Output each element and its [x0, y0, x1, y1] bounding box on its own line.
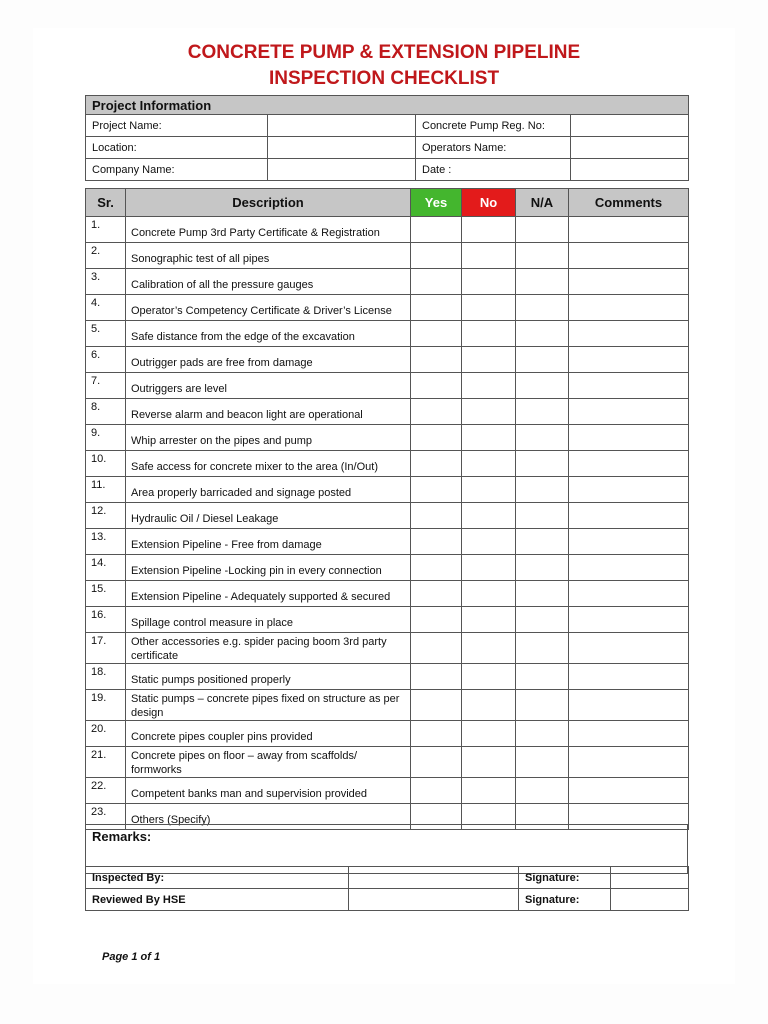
- row-na-cell[interactable]: [516, 778, 569, 804]
- location-field[interactable]: [268, 137, 416, 159]
- row-sr-number: 1.: [86, 217, 126, 243]
- inspection-checklist-table: [85, 188, 689, 830]
- row-description: Outriggers are level: [126, 373, 411, 399]
- row-na-cell[interactable]: [516, 321, 569, 347]
- row-description: Others (Specify): [126, 804, 411, 830]
- row-description: Sonographic test of all pipes: [126, 243, 411, 269]
- row-sr-number: 2.: [86, 243, 126, 269]
- header-no: No: [462, 189, 516, 217]
- row-description: Calibration of all the pressure gauges: [126, 269, 411, 295]
- row-sr-number: 3.: [86, 269, 126, 295]
- header-description: Description: [126, 189, 411, 217]
- project-information-table: [85, 95, 689, 181]
- row-description: Operator’s Competency Certificate & Driver’s License: [126, 295, 411, 321]
- row-na-cell[interactable]: [516, 373, 569, 399]
- row-comments-cell[interactable]: [569, 295, 689, 321]
- row-yes-cell[interactable]: [411, 425, 462, 451]
- checklist-row: [86, 503, 689, 529]
- row-na-cell[interactable]: [516, 581, 569, 607]
- row-description: Outrigger pads are free from damage: [126, 347, 411, 373]
- row-description: Concrete pipes coupler pins provided: [126, 721, 411, 747]
- row-sr-number: 22.: [86, 778, 126, 804]
- date-label: Date :: [416, 159, 571, 181]
- row-yes-cell[interactable]: [411, 778, 462, 804]
- row-comments-cell[interactable]: [569, 690, 689, 721]
- row-na-cell[interactable]: [516, 347, 569, 373]
- row-no-cell[interactable]: [462, 633, 516, 664]
- checklist-row: [86, 555, 689, 581]
- checklist-row: [86, 633, 689, 664]
- row-no-cell[interactable]: [462, 347, 516, 373]
- location-label: Location:: [86, 137, 268, 159]
- checklist-row: [86, 451, 689, 477]
- reviewed-by-field[interactable]: [349, 889, 519, 911]
- row-no-cell[interactable]: [462, 690, 516, 721]
- row-comments-cell[interactable]: [569, 633, 689, 664]
- row-no-cell[interactable]: [462, 529, 516, 555]
- row-description: Static pumps – concrete pipes fixed on structure as per design: [126, 690, 411, 721]
- row-no-cell[interactable]: [462, 451, 516, 477]
- checklist-row: [86, 747, 689, 778]
- row-na-cell[interactable]: [516, 477, 569, 503]
- row-na-cell[interactable]: [516, 529, 569, 555]
- row-na-cell[interactable]: [516, 721, 569, 747]
- row-na-cell[interactable]: [516, 503, 569, 529]
- row-na-cell[interactable]: [516, 633, 569, 664]
- row-yes-cell[interactable]: [411, 529, 462, 555]
- inspected-by-label: Inspected By:: [86, 867, 349, 889]
- row-description: Safe distance from the edge of the excavation: [126, 321, 411, 347]
- operators-name-label: Operators Name:: [416, 137, 571, 159]
- row-comments-cell[interactable]: [569, 664, 689, 690]
- row-sr-number: 6.: [86, 347, 126, 373]
- checklist-row: [86, 321, 689, 347]
- checklist-row: [86, 347, 689, 373]
- signoff-table: [85, 866, 689, 911]
- row-yes-cell[interactable]: [411, 664, 462, 690]
- row-description: Other accessories e.g. spider pacing boom 3rd party certificate: [126, 633, 411, 664]
- checklist-row: [86, 217, 689, 243]
- row-comments-cell[interactable]: [569, 373, 689, 399]
- row-sr-number: 7.: [86, 373, 126, 399]
- checklist-row: [86, 477, 689, 503]
- row-sr-number: 13.: [86, 529, 126, 555]
- row-yes-cell[interactable]: [411, 321, 462, 347]
- checklist-row: [86, 721, 689, 747]
- checklist-row: [86, 529, 689, 555]
- checklist-row: [86, 399, 689, 425]
- row-comments-cell[interactable]: [569, 347, 689, 373]
- company-name-field[interactable]: [268, 159, 416, 181]
- row-na-cell[interactable]: [516, 451, 569, 477]
- project-name-field[interactable]: [268, 115, 416, 137]
- row-yes-cell[interactable]: [411, 399, 462, 425]
- row-na-cell[interactable]: [516, 269, 569, 295]
- checklist-row: [86, 295, 689, 321]
- row-yes-cell[interactable]: [411, 217, 462, 243]
- row-no-cell[interactable]: [462, 373, 516, 399]
- checklist-row: [86, 425, 689, 451]
- row-sr-number: 18.: [86, 664, 126, 690]
- row-comments-cell[interactable]: [569, 721, 689, 747]
- row-comments-cell[interactable]: [569, 243, 689, 269]
- inspected-by-field[interactable]: [349, 867, 519, 889]
- row-yes-cell[interactable]: [411, 607, 462, 633]
- row-no-cell[interactable]: [462, 243, 516, 269]
- row-sr-number: 21.: [86, 747, 126, 778]
- company-name-label: Company Name:: [86, 159, 268, 181]
- row-yes-cell[interactable]: [411, 690, 462, 721]
- row-description: Extension Pipeline -Locking pin in every connection: [126, 555, 411, 581]
- row-sr-number: 23.: [86, 804, 126, 830]
- row-comments-cell[interactable]: [569, 778, 689, 804]
- row-no-cell[interactable]: [462, 425, 516, 451]
- header-yes: Yes: [411, 189, 462, 217]
- row-description: Area properly barricaded and signage posted: [126, 477, 411, 503]
- row-comments-cell[interactable]: [569, 269, 689, 295]
- document-title-line-2: INSPECTION CHECKLIST: [268, 68, 500, 89]
- row-yes-cell[interactable]: [411, 295, 462, 321]
- row-yes-cell[interactable]: [411, 581, 462, 607]
- row-description: Competent banks man and supervision provided: [126, 778, 411, 804]
- row-no-cell[interactable]: [462, 555, 516, 581]
- row-sr-number: 8.: [86, 399, 126, 425]
- row-na-cell[interactable]: [516, 399, 569, 425]
- row-sr-number: 9.: [86, 425, 126, 451]
- signature-field-1[interactable]: [611, 867, 689, 889]
- row-sr-number: 10.: [86, 451, 126, 477]
- row-sr-number: 19.: [86, 690, 126, 721]
- remarks-label: Remarks:: [92, 829, 152, 844]
- row-no-cell[interactable]: [462, 721, 516, 747]
- checklist-row: [86, 373, 689, 399]
- row-na-cell[interactable]: [516, 690, 569, 721]
- checklist-row: [86, 690, 689, 721]
- row-yes-cell[interactable]: [411, 721, 462, 747]
- checklist-row: [86, 778, 689, 804]
- row-na-cell[interactable]: [516, 243, 569, 269]
- row-comments-cell[interactable]: [569, 217, 689, 243]
- row-comments-cell[interactable]: [569, 529, 689, 555]
- row-sr-number: 12.: [86, 503, 126, 529]
- project-name-label: Project Name:: [86, 115, 268, 137]
- row-comments-cell[interactable]: [569, 477, 689, 503]
- signature-label-1: Signature:: [519, 867, 611, 889]
- row-na-cell[interactable]: [516, 425, 569, 451]
- signature-field-2[interactable]: [611, 889, 689, 911]
- row-comments-cell[interactable]: [569, 451, 689, 477]
- row-sr-number: 15.: [86, 581, 126, 607]
- row-no-cell[interactable]: [462, 217, 516, 243]
- checklist-row: [86, 664, 689, 690]
- operators-name-field[interactable]: [571, 137, 689, 159]
- row-no-cell[interactable]: [462, 747, 516, 778]
- row-comments-cell[interactable]: [569, 607, 689, 633]
- row-yes-cell[interactable]: [411, 555, 462, 581]
- date-field[interactable]: [571, 159, 689, 181]
- reviewed-by-label: Reviewed By HSE: [86, 889, 349, 911]
- document-title-line-1: CONCRETE PUMP & EXTENSION PIPELINE: [187, 42, 581, 63]
- row-yes-cell[interactable]: [411, 747, 462, 778]
- row-no-cell[interactable]: [462, 321, 516, 347]
- row-na-cell[interactable]: [516, 217, 569, 243]
- checklist-row: [86, 607, 689, 633]
- pump-reg-no-field[interactable]: [571, 115, 689, 137]
- row-description: Static pumps positioned properly: [126, 664, 411, 690]
- pump-reg-no-label: Concrete Pump Reg. No:: [416, 115, 571, 137]
- row-sr-number: 17.: [86, 633, 126, 664]
- row-na-cell[interactable]: [516, 664, 569, 690]
- row-yes-cell[interactable]: [411, 373, 462, 399]
- row-description: Whip arrester on the pipes and pump: [126, 425, 411, 451]
- row-description: Reverse alarm and beacon light are operational: [126, 399, 411, 425]
- row-no-cell[interactable]: [462, 503, 516, 529]
- row-na-cell[interactable]: [516, 555, 569, 581]
- row-yes-cell[interactable]: [411, 243, 462, 269]
- row-no-cell[interactable]: [462, 295, 516, 321]
- row-yes-cell[interactable]: [411, 451, 462, 477]
- row-description: Hydraulic Oil / Diesel Leakage: [126, 503, 411, 529]
- row-sr-number: 5.: [86, 321, 126, 347]
- row-sr-number: 4.: [86, 295, 126, 321]
- row-sr-number: 20.: [86, 721, 126, 747]
- row-na-cell[interactable]: [516, 747, 569, 778]
- row-yes-cell[interactable]: [411, 347, 462, 373]
- signature-label-2: Signature:: [519, 889, 611, 911]
- header-sr: Sr.: [86, 189, 126, 217]
- row-yes-cell[interactable]: [411, 477, 462, 503]
- row-sr-number: 16.: [86, 607, 126, 633]
- row-na-cell[interactable]: [516, 607, 569, 633]
- row-no-cell[interactable]: [462, 581, 516, 607]
- checklist-row: [86, 581, 689, 607]
- row-no-cell[interactable]: [462, 269, 516, 295]
- row-no-cell[interactable]: [462, 607, 516, 633]
- row-yes-cell[interactable]: [411, 503, 462, 529]
- page-number: Page 1 of 1: [102, 951, 161, 963]
- row-description: Spillage control measure in place: [126, 607, 411, 633]
- header-na: N/A: [516, 189, 569, 217]
- row-sr-number: 14.: [86, 555, 126, 581]
- row-comments-cell[interactable]: [569, 747, 689, 778]
- row-description: Extension Pipeline - Free from damage: [126, 529, 411, 555]
- row-no-cell[interactable]: [462, 778, 516, 804]
- row-comments-cell[interactable]: [569, 425, 689, 451]
- checklist-row: [86, 269, 689, 295]
- row-yes-cell[interactable]: [411, 269, 462, 295]
- row-yes-cell[interactable]: [411, 633, 462, 664]
- project-information-header: Project Information: [86, 96, 689, 115]
- row-comments-cell[interactable]: [569, 321, 689, 347]
- row-description: Extension Pipeline - Adequately supported & secured: [126, 581, 411, 607]
- row-description: Concrete pipes on floor – away from scaffolds/ formworks: [126, 747, 411, 778]
- row-na-cell[interactable]: [516, 295, 569, 321]
- row-comments-cell[interactable]: [569, 503, 689, 529]
- row-sr-number: 11.: [86, 477, 126, 503]
- row-no-cell[interactable]: [462, 477, 516, 503]
- row-comments-cell[interactable]: [569, 399, 689, 425]
- header-comments: Comments: [569, 189, 689, 217]
- row-description: Concrete Pump 3rd Party Certificate & Registration: [126, 217, 411, 243]
- row-no-cell[interactable]: [462, 399, 516, 425]
- checklist-body: [86, 217, 689, 830]
- checklist-row: [86, 243, 689, 269]
- row-comments-cell[interactable]: [569, 555, 689, 581]
- row-comments-cell[interactable]: [569, 581, 689, 607]
- row-description: Safe access for concrete mixer to the area (In/Out): [126, 451, 411, 477]
- row-no-cell[interactable]: [462, 664, 516, 690]
